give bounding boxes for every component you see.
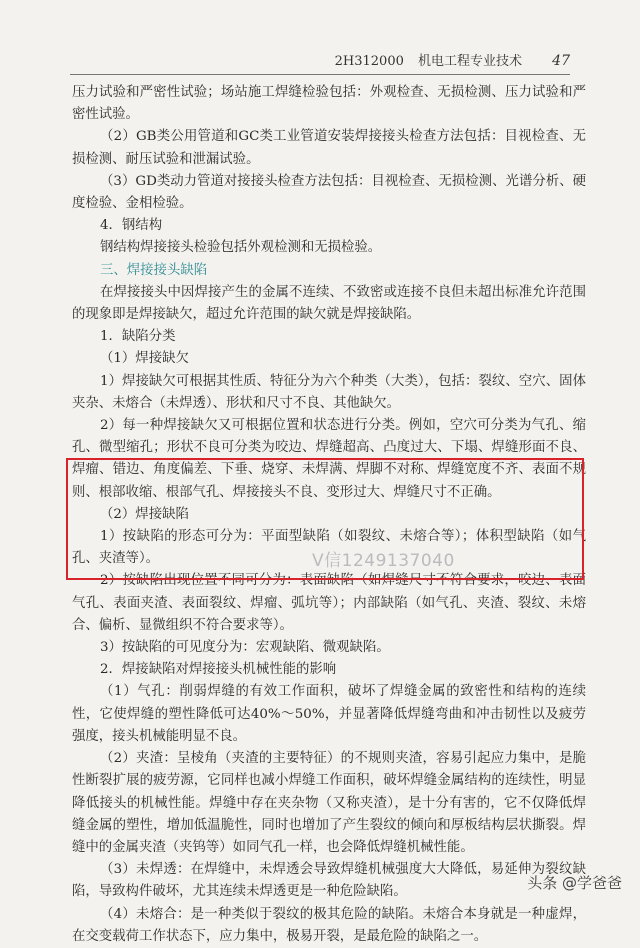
- header-rule: [70, 74, 570, 75]
- paragraph: 2．焊接缺陷对焊接接头机械性能的影响: [100, 662, 337, 678]
- paragraph: 4．钢结构: [100, 218, 163, 234]
- header-title: 机电工程专业技术: [418, 54, 523, 69]
- paragraph: 1．缺陷分类: [100, 329, 176, 345]
- paragraph: 在焊接接头中因焊接产生的金属不连续、不致密或连接不良但未超出标准允许范围的现象即是焊接缺欠，超过允许范围的缺欠就是焊接缺陷。: [72, 284, 586, 323]
- running-header: [335, 50, 570, 69]
- section-code: 2H312000: [334, 54, 404, 69]
- paragraph: 2）每一种焊接缺欠又可根据位置和状态进行分类。例如，空穴可分类为气孔、缩孔、微型缩孔；形状不良可分类为咬边、焊缝超高、凸度过大、下塌、焊缝形面不良、焊瘤、错边、角度偏差、下垂、烧穿、未焊满、焊脚不对称、焊缝宽度不齐、表面不规则、根部收缩、根部气孔、焊接接头不良、变形过大、焊缝尺寸不正确。: [72, 418, 586, 500]
- paragraph: （4）未熔合：是一种类似于裂纹的极其危险的缺陷。未熔合本身就是一种虚焊，在交变载荷工作状态下，应力集中，极易开裂，是最危险的缺陷之一。: [72, 906, 586, 944]
- paragraph: （2）焊接缺陷: [100, 506, 189, 522]
- page-number: 47: [552, 53, 570, 69]
- paragraph: （1）气孔：削弱焊缝的有效工作面积，破坏了焊缝金属的致密性和结构的连续性，它使焊缝的塑性降低可达40%～50%，并显著降低焊缝弯曲和冲击韧性以及疲劳强度，接头机械能明显不良。: [72, 684, 586, 744]
- watermark: V信1249137040: [312, 551, 455, 571]
- paragraph: 2）按缺陷出现位置不同可分为：表面缺陷（如焊缝尺寸不符合要求，咬边、表面气孔、表面夹渣、表面裂纹、焊瘤、弧坑等）；内部缺陷（如气孔、夹渣、裂纹、未熔合、偏析、显微组织不符合要求等）。: [72, 573, 586, 633]
- paragraph: 3）按缺陷的可见度分为：宏观缺陷、微观缺陷。: [100, 640, 390, 656]
- paragraph: 钢结构焊接接头检验包括外观检测和无损检验。: [100, 240, 382, 256]
- section-heading: 三、焊接接头缺陷: [100, 262, 208, 278]
- paragraph: 1）焊接缺欠可根据其性质、特征分为六个种类（大类），包括：裂纹、空穴、固体夹杂、未熔合（未焊透）、形状和尺寸不良、其他缺欠。: [72, 373, 586, 411]
- paragraph: （3）未焊透：在焊缝中，未焊透会导致焊缝机械强度大大降低，易延伸为裂纹缺陷，导致构件破坏，尤其连续未焊透更是一种危险缺陷。: [72, 862, 586, 900]
- paragraph: （1）焊接缺欠: [100, 351, 189, 367]
- paragraph: （2）夹渣：呈棱角（夹渣的主要特征）的不规则夹渣，容易引起应力集中，是脆性断裂扩展的疲劳源，它同样也减小焊缝工作面积，破坏焊缝金属结构的连续性，明显降低接头的机械性能。焊缝中存在夹杂物（又称夹渣），是十分有害的，它不仅降低焊缝金属的塑性，增加低温脆性，同时也增加了产生裂纹的倾向和厚板结构层状撕裂。焊缝中的金属夹渣（夹钨等）如同气孔一样，也会降低焊缝机械性能。: [72, 751, 586, 855]
- paragraph: （2）GB类公用管道和GC类工业管道安装焊接接头检查方法包括：目视检查、无损检测、耐压试验和泄漏试验。: [72, 129, 586, 167]
- paragraph: 1）按缺陷的形态可分为：平面型缺陷（如裂纹、未熔合等）；体积型缺陷（如气孔、夹渣等）。: [72, 529, 586, 567]
- paragraph: 压力试验和严密性试验；场站施工焊缝检验包括：外观检查、无损检测、压力试验和严密性试验。: [72, 85, 586, 123]
- paragraph: （3）GD类动力管道对接接头检查方法包括：目视检查、无损检测、光谱分析、硬度检验、金相检验。: [72, 173, 586, 212]
- source-credit: 头条 @学爸爸: [527, 874, 622, 892]
